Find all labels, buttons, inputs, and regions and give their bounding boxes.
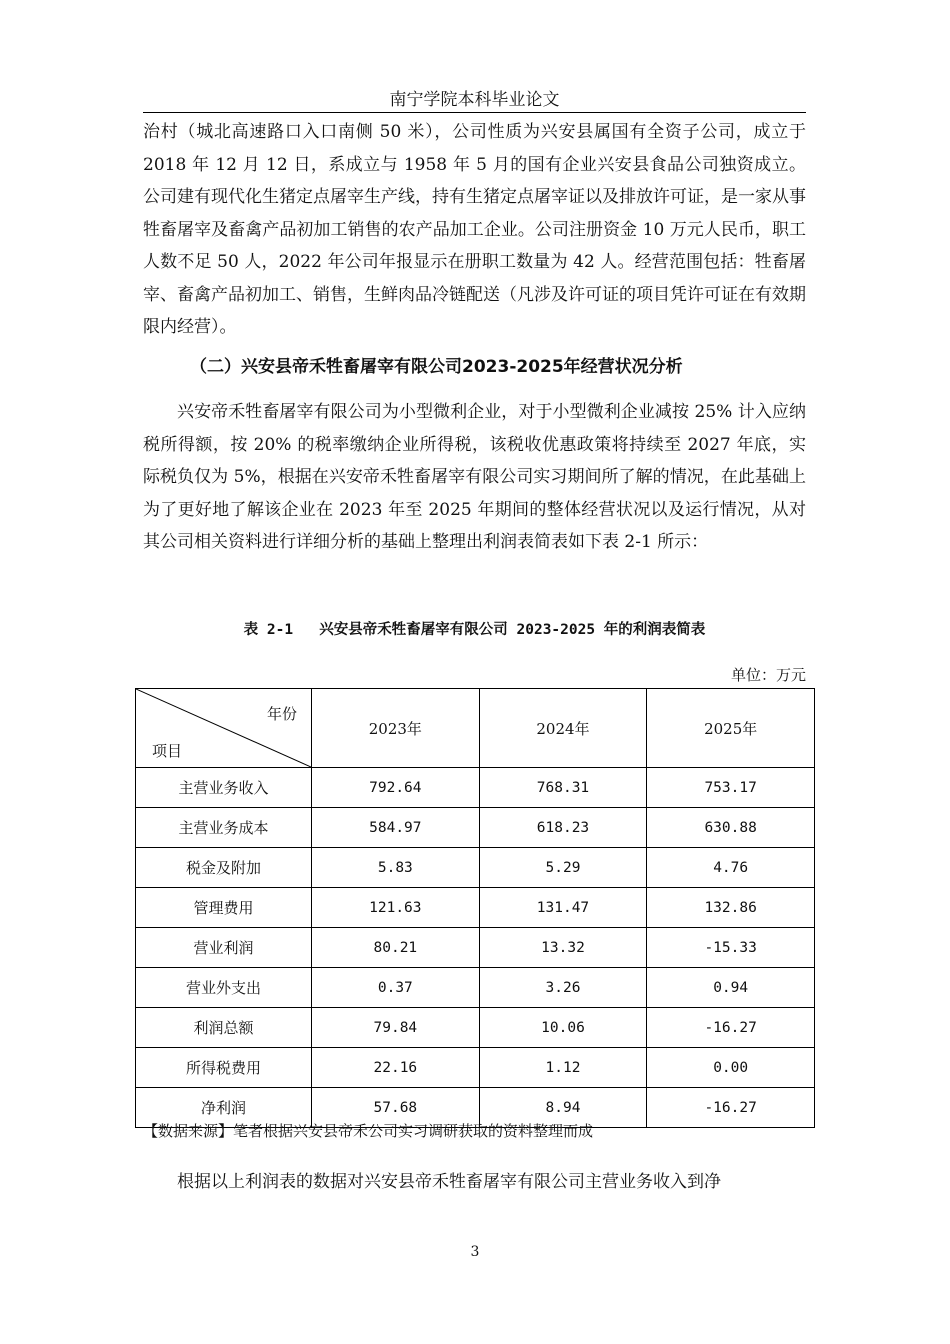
row-item-label: 净利润 bbox=[136, 1088, 312, 1128]
row-value-2023: 584.97 bbox=[312, 808, 480, 848]
income-statement-table bbox=[135, 688, 815, 1128]
year-header-2025: 2025年 bbox=[647, 689, 815, 768]
table-row bbox=[136, 928, 815, 968]
corner-label-item: 项目 bbox=[152, 742, 183, 760]
paragraph-tax-analysis: 兴安帝禾牲畜屠宰有限公司为小型微利企业，对于小型微利企业减按 25% 计入应纳税所得额，按 20% 的税率缴纳企业所得税，该税收优惠政策将持续至 2027 年底，实际税负仅为 5%，根据在兴安帝禾牲畜屠宰有限公司实习期间所了解的情况，在此基础上为了更好地了解该企业在 2023 年至 2025 年期间的整体经营状况以及运行情况，从对其公司相关资料进行详细分析的基础上整理出利润表简表如下表 2-1 所示： bbox=[143, 402, 806, 552]
table-unit-label: 单位：万元 bbox=[730, 666, 806, 684]
row-value-2024: 3.26 bbox=[479, 968, 647, 1008]
row-value-2025: -16.27 bbox=[647, 1088, 815, 1128]
row-value-2023: 22.16 bbox=[312, 1048, 480, 1088]
table-row bbox=[136, 1008, 815, 1048]
table-row bbox=[136, 848, 815, 888]
row-item-label: 主营业务成本 bbox=[136, 808, 312, 848]
row-value-2025: 0.94 bbox=[647, 968, 815, 1008]
row-value-2024: 618.23 bbox=[479, 808, 647, 848]
year-header-2024: 2024年 bbox=[479, 689, 647, 768]
row-value-2024: 131.47 bbox=[479, 888, 647, 928]
row-value-2025: 4.76 bbox=[647, 848, 815, 888]
row-item-label: 营业外支出 bbox=[136, 968, 312, 1008]
table-body bbox=[136, 768, 815, 1128]
row-value-2025: 630.88 bbox=[647, 808, 815, 848]
row-item-label: 营业利润 bbox=[136, 928, 312, 968]
row-value-2024: 10.06 bbox=[479, 1008, 647, 1048]
table-caption: 表 2-1 兴安县帝禾牲畜屠宰有限公司 2023-2025 年的利润表简表 bbox=[243, 622, 706, 638]
row-value-2023: 792.64 bbox=[312, 768, 480, 808]
table-source-note: 【数据来源】笔者根据兴安县帝禾公司实习调研获取的资料整理而成 bbox=[143, 1122, 594, 1140]
row-value-2023: 121.63 bbox=[312, 888, 480, 928]
row-value-2023: 5.83 bbox=[312, 848, 480, 888]
row-value-2025: -16.27 bbox=[647, 1008, 815, 1048]
row-value-2025: 132.86 bbox=[647, 888, 815, 928]
row-value-2024: 13.32 bbox=[479, 928, 647, 968]
paragraph-company-profile: 治村（城北高速路口入口南侧 50 米），公司性质为兴安县属国有全资子公司，成立于 2018 年 12 月 12 日，系成立与 1958 年 5 月的国有企业兴安县食品公司独资成立。公司建有现代化生猪定点屠宰生产线，持有生猪定点屠宰证以及排放许可证，是一家从事牲畜屠宰及畜禽产品初加工销售的农产品加工企业。公司注册资金 10 万元人民币，职工人数不足 50 人，2022 年公司年报显示在册职工数量为 42 人。经营范围包括：牲畜屠宰、畜禽产品初加工、销售，生鲜肉品冷链配送（凡涉及许可证的项目凭许可证在有效期限内经营）。 bbox=[143, 122, 806, 337]
page-header-title: 南宁学院本科毕业论文 bbox=[389, 90, 560, 110]
table-row bbox=[136, 1048, 815, 1088]
table-row bbox=[136, 808, 815, 848]
row-value-2023: 0.37 bbox=[312, 968, 480, 1008]
year-header-2023: 2023年 bbox=[312, 689, 480, 768]
corner-label-year: 年份 bbox=[266, 705, 297, 723]
table-corner-cell bbox=[136, 689, 312, 768]
row-item-label: 税金及附加 bbox=[136, 848, 312, 888]
row-value-2024: 5.29 bbox=[479, 848, 647, 888]
header-divider bbox=[143, 112, 806, 113]
row-value-2024: 768.31 bbox=[479, 768, 647, 808]
section-heading: （二）兴安县帝禾牲畜屠宰有限公司2023-2025年经营状况分析 bbox=[190, 357, 683, 377]
row-value-2025: 753.17 bbox=[647, 768, 815, 808]
row-item-label: 主营业务收入 bbox=[136, 768, 312, 808]
paragraph-followup: 根据以上利润表的数据对兴安县帝禾牲畜屠宰有限公司主营业务收入到净 bbox=[177, 1172, 721, 1192]
table-row bbox=[136, 968, 815, 1008]
table-row bbox=[136, 768, 815, 808]
row-value-2023: 57.68 bbox=[312, 1088, 480, 1128]
row-value-2025: -15.33 bbox=[647, 928, 815, 968]
row-value-2025: 0.00 bbox=[647, 1048, 815, 1088]
row-value-2023: 80.21 bbox=[312, 928, 480, 968]
page-number: 3 bbox=[470, 1244, 480, 1260]
row-item-label: 所得税费用 bbox=[136, 1048, 312, 1088]
row-value-2023: 79.84 bbox=[312, 1008, 480, 1048]
row-item-label: 利润总额 bbox=[136, 1008, 312, 1048]
row-item-label: 管理费用 bbox=[136, 888, 312, 928]
row-value-2024: 1.12 bbox=[479, 1048, 647, 1088]
row-value-2024: 8.94 bbox=[479, 1088, 647, 1128]
table-header-row bbox=[136, 689, 815, 768]
table-row bbox=[136, 888, 815, 928]
